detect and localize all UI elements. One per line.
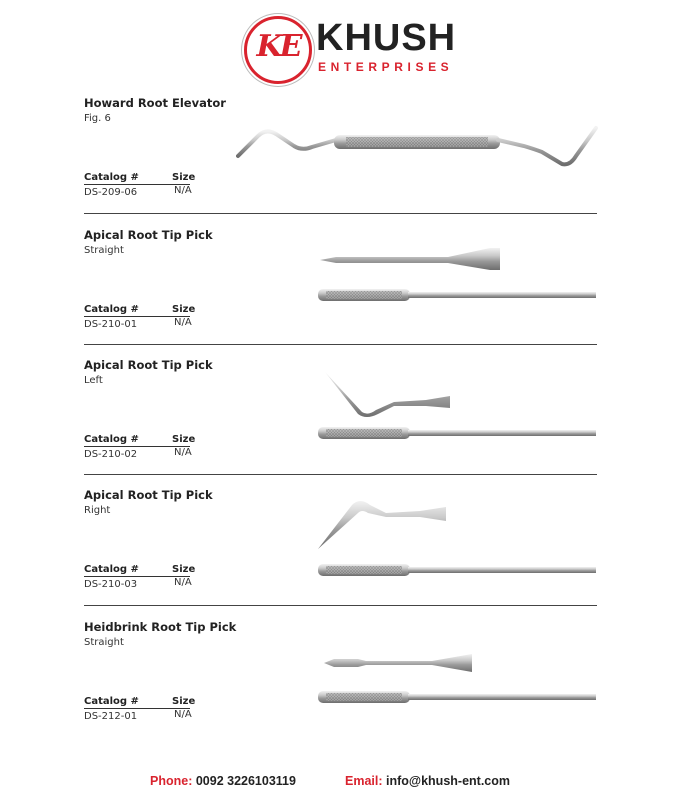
instrument-handle-image <box>318 562 598 578</box>
email-contact <box>345 774 510 788</box>
catalog-header: Catalog # <box>84 304 139 315</box>
instrument-tip-image <box>322 368 452 420</box>
catalog-header: Catalog # <box>84 564 139 575</box>
size-value: N/A <box>174 447 192 458</box>
instrument-handle-image <box>318 425 598 441</box>
size-header: Size <box>172 696 196 707</box>
size-header: Size <box>172 434 196 445</box>
phone-label: Phone: <box>150 774 193 788</box>
size-header: Size <box>172 172 196 183</box>
section-divider <box>84 213 597 214</box>
size-value: N/A <box>174 185 192 196</box>
product-title: Apical Root Tip Pick <box>84 358 213 372</box>
section-divider <box>84 344 597 345</box>
product-title: Apical Root Tip Pick <box>84 228 213 242</box>
product-title: Apical Root Tip Pick <box>84 488 213 502</box>
size-value: N/A <box>174 317 192 328</box>
catalog-header: Catalog # <box>84 172 139 183</box>
size-header: Size <box>172 564 196 575</box>
product-title: Howard Root Elevator <box>84 96 226 110</box>
product-subtitle: Straight <box>84 245 124 256</box>
product-subtitle: Right <box>84 505 111 516</box>
instrument-tip-image <box>318 244 502 274</box>
section-divider <box>84 474 597 475</box>
instrument-tip-image <box>316 495 450 551</box>
email-address[interactable]: info@khush-ent.com <box>386 774 510 788</box>
product-subtitle: Fig. 6 <box>84 113 111 124</box>
product-title: Heidbrink Root Tip Pick <box>84 620 237 634</box>
phone-contact <box>150 774 296 788</box>
size-value: N/A <box>174 709 192 720</box>
catalog-number: DS-210-02 <box>84 449 138 460</box>
instrument-image <box>236 122 598 168</box>
section-divider <box>84 605 597 606</box>
instrument-handle-image <box>318 287 598 303</box>
brand-name: KHUSH <box>316 17 457 59</box>
phone-number[interactable]: 0092 3226103119 <box>195 774 296 788</box>
product-subtitle: Straight <box>84 637 124 648</box>
instrument-tip-image <box>322 650 474 676</box>
catalog-number: DS-212-01 <box>84 711 138 722</box>
instrument-handle-image <box>318 689 598 705</box>
brand-tagline: ENTERPRISES <box>318 60 454 74</box>
size-header: Size <box>172 304 196 315</box>
email-label: Email: <box>345 774 383 788</box>
catalog-number: DS-209-06 <box>84 187 138 198</box>
catalog-header: Catalog # <box>84 434 139 445</box>
catalog-number: DS-210-03 <box>84 579 138 590</box>
size-value: N/A <box>174 577 192 588</box>
logo-monogram: KE <box>256 29 300 64</box>
catalog-number: DS-210-01 <box>84 319 138 330</box>
product-subtitle: Left <box>84 375 103 386</box>
catalog-header: Catalog # <box>84 696 139 707</box>
logo-emblem <box>244 16 312 84</box>
brand-logo <box>238 12 458 76</box>
